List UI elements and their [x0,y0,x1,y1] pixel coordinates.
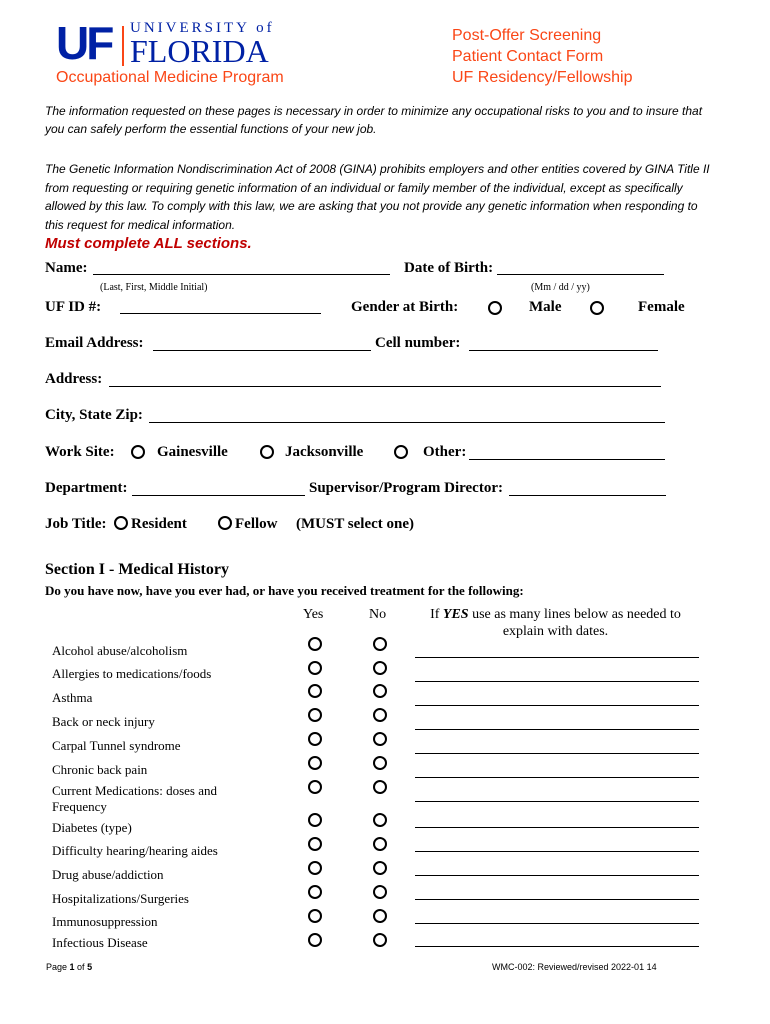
gender-male-label: Male [529,299,562,315]
cell-field[interactable] [469,350,658,351]
title-line-2: Patient Contact Form [452,48,604,65]
condition-label-line-2: Frequency [52,799,107,814]
condition-no-radio[interactable] [373,909,387,923]
jobtitle-resident-radio[interactable] [114,516,128,530]
jobtitle-fellow-radio[interactable] [218,516,232,530]
condition-yes-radio[interactable] [308,909,322,923]
title-line-3: UF Residency/Fellowship [452,69,633,86]
ufid-label: UF ID #: [45,299,102,315]
worksite-other-radio[interactable] [394,445,408,459]
condition-yes-radio[interactable] [308,885,322,899]
condition-yes-radio[interactable] [308,732,322,746]
jobtitle-label: Job Title: [45,516,107,532]
condition-no-radio[interactable] [373,684,387,698]
condition-label: Allergies to medications/foods [52,666,212,681]
worksite-gainesville-label: Gainesville [157,444,228,460]
condition-yes-radio[interactable] [308,861,322,875]
gender-male-radio[interactable] [488,301,502,315]
condition-explain-line[interactable] [415,801,699,802]
dob-hint: (Mm / dd / yy) [531,282,590,293]
condition-label: Hospitalizations/Surgeries [52,891,189,906]
name-hint: (Last, First, Middle Initial) [100,282,208,293]
explain-rest: use as many lines below as needed to explain with dates. [468,607,681,639]
gender-label: Gender at Birth: [351,299,459,315]
condition-yes-radio[interactable] [308,813,322,827]
condition-explain-line[interactable] [415,657,699,658]
jobtitle-resident-label: Resident [131,516,187,532]
condition-explain-line[interactable] [415,705,699,706]
condition-yes-radio[interactable] [308,780,322,794]
department-field[interactable] [132,495,305,496]
condition-label: Alcohol abuse/alcoholism [52,643,188,658]
worksite-jacksonville-label: Jacksonville [285,444,364,460]
worksite-jacksonville-radio[interactable] [260,445,274,459]
condition-explain-line[interactable] [415,827,699,828]
yes-column-header: Yes [303,607,324,622]
logo-university-of: UNIVERSITY of [130,20,275,36]
condition-no-radio[interactable] [373,885,387,899]
name-label: Name: [45,260,88,276]
condition-no-radio[interactable] [373,780,387,794]
condition-yes-radio[interactable] [308,708,322,722]
condition-explain-line[interactable] [415,923,699,924]
program-name: Occupational Medicine Program [56,69,284,86]
condition-label: Difficulty hearing/hearing aides [52,843,218,858]
condition-explain-line[interactable] [415,946,699,947]
condition-label: Back or neck injury [52,714,155,729]
condition-label: Infectious Disease [52,935,148,950]
logo-uf: UF [56,17,112,69]
gender-female-radio[interactable] [590,301,604,315]
explain-instructions [418,606,693,640]
condition-label: Drug abuse/addiction [52,867,164,882]
name-field[interactable] [93,274,390,275]
worksite-other-field[interactable] [469,459,665,460]
address-label: Address: [45,371,103,387]
dob-field[interactable] [497,274,664,275]
gina-paragraph: The Genetic Information Nondiscrimination Act of 2008 (GINA) prohibits employers and other entities covered by GINA Title II from requesting or requiring genetic information of an individual or family member of the individual, except as specifically allowed by this law. To comply with this law, we are asking that you not provide any genetic information when responding to this request for medical information. [45,162,710,232]
logo-divider [122,26,124,66]
department-label: Department: [45,480,128,496]
condition-label: Immunosuppression [52,914,158,929]
condition-no-radio[interactable] [373,837,387,851]
revision-stamp: WMC-002: Reviewed/revised 2022-01 14 [492,962,657,972]
condition-explain-line[interactable] [415,899,699,900]
condition-explain-line[interactable] [415,777,699,778]
condition-yes-radio[interactable] [308,684,322,698]
condition-no-radio[interactable] [373,732,387,746]
dob-label: Date of Birth: [404,260,494,276]
page-number [46,962,92,972]
condition-explain-line[interactable] [415,729,699,730]
condition-explain-line[interactable] [415,681,699,682]
condition-no-radio[interactable] [373,861,387,875]
worksite-label: Work Site: [45,444,115,460]
page-of: of [74,962,88,972]
logo-florida: FLORIDA [130,33,269,69]
condition-label: Diabetes (type) [52,820,132,835]
must-select-note: (MUST select one) [296,516,415,532]
condition-explain-line[interactable] [415,753,699,754]
section-1-title: Section I - Medical History [45,561,229,578]
condition-explain-line[interactable] [415,875,699,876]
condition-label: Carpal Tunnel syndrome [52,738,181,753]
uf-logo [56,17,296,70]
gender-female-label: Female [638,299,685,315]
worksite-gainesville-radio[interactable] [131,445,145,459]
page-prefix: Page [46,962,70,972]
must-complete-notice: Must complete ALL sections. [45,235,252,252]
worksite-other-label: Other: [423,444,467,460]
condition-label: Chronic back pain [52,762,148,777]
title-line-1: Post-Offer Screening [452,27,602,44]
city-field[interactable] [149,422,665,423]
ufid-field[interactable] [120,313,321,314]
address-field[interactable] [109,386,661,387]
supervisor-label: Supervisor/Program Director: [309,480,503,496]
condition-label: Asthma [52,690,93,705]
condition-label: Current Medications: doses and [52,783,217,798]
email-field[interactable] [153,350,371,351]
supervisor-field[interactable] [509,495,666,496]
condition-no-radio[interactable] [373,756,387,770]
condition-no-radio[interactable] [373,708,387,722]
no-column-header: No [369,607,387,622]
jobtitle-fellow-label: Fellow [235,516,278,532]
section-1-question: Do you have now, have you ever had, or have you received treatment for the following: [45,583,524,598]
condition-yes-radio[interactable] [308,933,322,947]
condition-explain-line[interactable] [415,851,699,852]
condition-yes-radio[interactable] [308,637,322,651]
condition-no-radio[interactable] [373,813,387,827]
condition-yes-radio[interactable] [308,661,322,675]
explain-yes: YES [442,607,469,622]
explain-prefix: If [430,607,443,622]
condition-no-radio[interactable] [373,933,387,947]
condition-yes-radio[interactable] [308,756,322,770]
cell-label: Cell number: [375,335,461,351]
page-total: 5 [87,962,93,972]
intro-paragraph-1: The information requested on these pages is necessary in order to minimize any occupational risks to you and to insure that you can safely perform the essential functions of your new job. [45,104,703,136]
condition-yes-radio[interactable] [308,837,322,851]
condition-no-radio[interactable] [373,661,387,675]
page-current: 1 [69,962,75,972]
city-label: City, State Zip: [45,407,143,423]
condition-no-radio[interactable] [373,637,387,651]
email-label: Email Address: [45,335,144,351]
form-title [452,25,633,88]
